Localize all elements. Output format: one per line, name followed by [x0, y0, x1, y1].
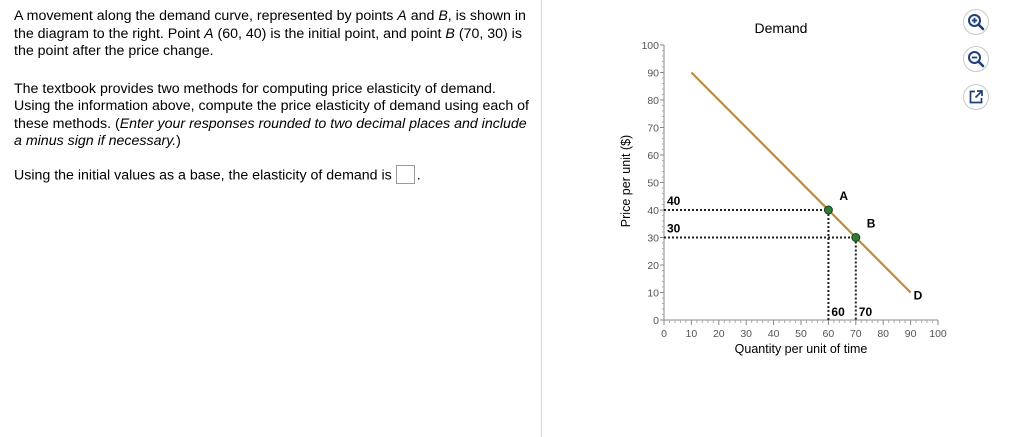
text: B	[445, 25, 455, 42]
y-tick-label: 10	[647, 287, 659, 300]
text: The textbook provides two methods for computing price elasticity of demand. Using the information above, compute the price elasticity of demand using each of these methods. (	[14, 80, 529, 132]
x-tick-label: 90	[904, 328, 917, 340]
series-layer	[691, 73, 922, 303]
text: A	[397, 8, 407, 24]
question-paragraph-3	[14, 165, 534, 186]
x-tick-label: 60	[822, 328, 835, 340]
x-tick-label: 80	[877, 328, 890, 340]
y-tick-label: 70	[647, 122, 659, 135]
question-paragraph-2	[14, 81, 534, 151]
price-value-label-B: 30	[667, 221, 681, 236]
elasticity-answer-input[interactable]	[396, 165, 415, 184]
x-ticks	[661, 320, 947, 340]
text: )	[176, 133, 181, 149]
y-tick-label: 40	[647, 205, 659, 217]
point-label-B: B	[866, 216, 876, 231]
y-tick-label: 100	[641, 40, 659, 52]
text: (70, 30) is the point after the price change.	[14, 25, 522, 59]
y-tick-label: 50	[647, 177, 659, 190]
x-tick-label: 30	[740, 328, 753, 340]
text: and	[406, 8, 439, 24]
y-tick-label: 90	[647, 67, 659, 80]
point-A	[824, 206, 832, 214]
y-tick-label: 30	[647, 232, 659, 245]
question-paragraph-1	[14, 8, 534, 61]
demand-curve	[691, 73, 910, 293]
x-tick-label: 50	[795, 328, 807, 340]
instruction-text: Enter your responses rounded to two decimal places and include a minus sign if necessary.	[14, 115, 527, 149]
text: A	[204, 25, 214, 42]
zoom-in-button[interactable]	[963, 9, 989, 35]
demand-curve-label: D	[913, 288, 923, 303]
zoom-out-button[interactable]	[963, 46, 989, 72]
demand-chart	[545, 0, 955, 437]
quantity-value-label-A: 60	[831, 305, 845, 319]
point-B	[852, 234, 860, 242]
x-tick-label: 100	[929, 328, 947, 340]
price-value-label-A: 40	[667, 194, 681, 208]
x-tick-label: 0	[661, 328, 667, 340]
guide-lines	[664, 194, 872, 320]
y-tick-label: 0	[653, 315, 659, 327]
question-panel	[14, 8, 534, 200]
x-tick-label: 70	[849, 328, 862, 340]
y-tick-label: 60	[647, 150, 659, 162]
text: B	[438, 8, 448, 24]
text: Using the initial values as a base, the elasticity of demand is	[14, 166, 392, 183]
x-tick-label: 40	[767, 328, 780, 340]
y-ticks	[641, 40, 664, 327]
text: , is shown in the diagram to the right. Point	[14, 8, 526, 42]
chart-title: Demand	[754, 20, 808, 36]
x-tick-label: 10	[685, 328, 698, 340]
y-tick-label: 20	[647, 260, 659, 272]
y-axis-label: Price per unit ($)	[619, 134, 633, 228]
panel-divider	[541, 0, 542, 437]
text: A movement along the demand curve, represented by points	[14, 8, 398, 24]
y-tick-label: 80	[647, 95, 659, 107]
point-label-A: A	[839, 189, 849, 203]
zoom-in-icon	[967, 13, 985, 31]
text: (60, 40) is the initial point, and point	[213, 25, 446, 42]
x-axis-label: Quantity per unit of time	[734, 342, 868, 356]
popout-button[interactable]	[963, 84, 989, 110]
zoom-out-icon	[967, 50, 985, 68]
text: .	[416, 166, 421, 183]
x-tick-label: 20	[712, 328, 725, 340]
popout-icon	[967, 88, 985, 106]
quantity-value-label-B: 70	[858, 305, 873, 319]
